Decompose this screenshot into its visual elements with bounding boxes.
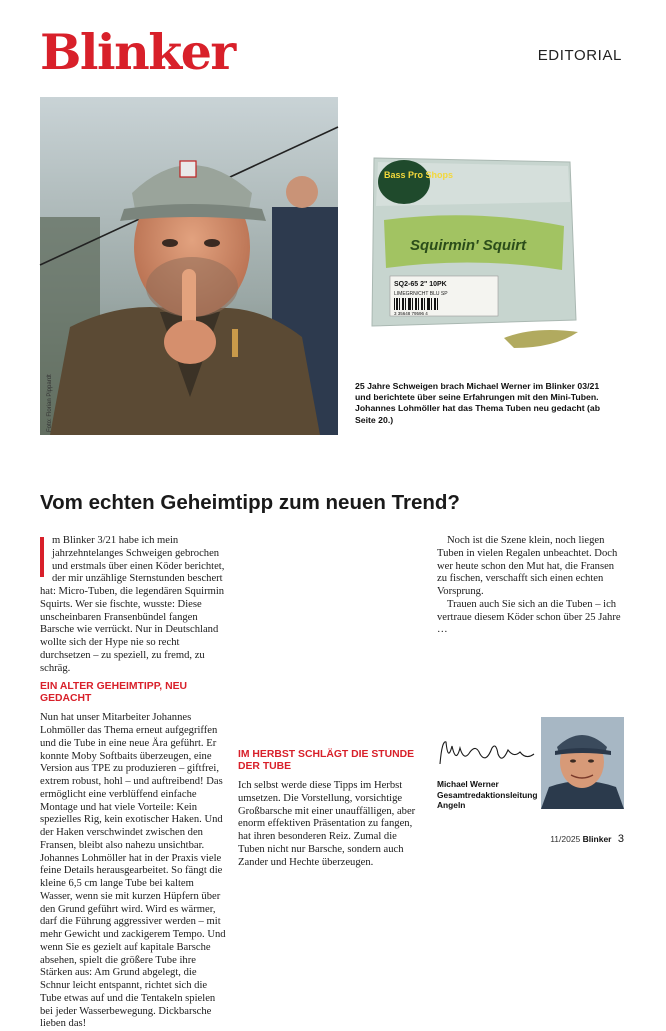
- author-signature: [436, 734, 544, 774]
- article-column-2: [238, 535, 423, 869]
- product-brand: Bass Pro Shops: [384, 170, 454, 180]
- issue-number: 11/2025: [550, 834, 581, 844]
- photo-credit: Foto: Florian Pippardt: [47, 374, 53, 432]
- magazine-logo: Blinker: [40, 23, 235, 81]
- author-block: [437, 779, 545, 811]
- body-paragraph-4: Noch ist die Szene klein, noch liegen Tuben in vielen Regalen unbeachtet. Doch wer heute schon den Mut hat, die Fransen zu fischen, verschafft sich einen echten Vorsprung.: [437, 535, 618, 597]
- article-headline: Vom echten Geheimtipp zum neuen Trend?: [40, 491, 460, 514]
- body-paragraph-2: Nun hat unser Mitarbeiter Johannes Lohmöller das Thema erneut aufgegriffen und die Tube in eine neue Ära geführt. Er konnte Moby Softbaits überzeugen, eine Version aus TPE zu produzieren – giftfrei, extrem robust, hohl – und auftreibend! Das ermöglicht eine verblüffend einfache Montage und hat viele Vorteile: Kein spezielles Rig, kein exotischer Haken. Und der Haken verschwindet zwischen den Fransen, bleibt also nahezu unsichtbar. Johannes Lohmöller hat in der Praxis viele feine Details herausgearbeitet. So fängt die kleine 6,5 cm lange Tube bei kaltem Wasser, wenn sie mit kurzen Hüpfern über den Grund geführt wird. Wird es wärmer, darf die Führung aggressiver werden – mit mehr Gewicht und zackigerem Tempo. Und wenn Sie es gezielt auf kapitale Barsche absehen, spielt die größere Tube ihre Stärken aus: Am Grund abgelegt, die Schnur leicht entspannt, richtet sich die Tube etwas auf und die Tentakeln spielen bei jeder Wasserbewegung. Dickbarsche lieben das!: [40, 712, 226, 1030]
- photo-caption: 25 Jahre Schweigen brach Michael Werner im Blinker 03/21 und berichtete über seine Erfahrungen mit den Mini-Tuben. Johannes Lohmöller hat das Thema Tuben neu gedacht (ab Seite 20.): [355, 381, 601, 425]
- product-barcode: 3 35648 79596 4: [394, 311, 428, 316]
- product-name: Squirmin' Squirt: [410, 237, 527, 254]
- body-paragraph-5: Trauen auch Sie sich an die Tuben – ich vertraue diesem Köder schon über 25 Jahre …: [437, 598, 621, 636]
- page-footer: [550, 833, 624, 845]
- author-portrait: [541, 717, 624, 809]
- author-role: Gesamtredaktionsleitung Angeln: [437, 789, 538, 810]
- page-number: 3: [617, 833, 624, 845]
- article-column-3: [437, 535, 623, 637]
- intro-paragraph: m Blinker 3/21 habe ich mein jahrzehntelanges Schweigen gebrochen und erstmals über einen Köder berichtet, der mir unzählige Sternstunden beschert hat: Micro-Tuben, die legendären Squirmin Squirts. Wer sie fischte, wusste: Diese unscheinbaren Fransenbündel fangen Barsche wie verrückt. Nur in Deutschland wollte sich der Hype nie so recht durchsetzen – zu speziell, zu fremd, zu schräg.: [40, 535, 225, 674]
- author-name: Michael Werner: [437, 779, 499, 789]
- product-sku: SQ2-65 2" 10PK: [394, 281, 447, 288]
- dropcap-bar: [40, 537, 44, 577]
- body-paragraph-3: Ich selbst werde diese Tipps im Herbst umsetzen. Die Vorstellung, vorsichtige Großbarsche mit einer unauffälligen, aber enorm effektiven Präsentation zu fangen, hat ihren besonderen Reiz. Zumal die Tuben nicht nur Barsche, sondern auch Zander und Hechte überzeugen.: [238, 780, 416, 868]
- section-label: EDITORIAL: [537, 47, 622, 64]
- article-column-1: [40, 535, 226, 1031]
- footer-brand: Blinker: [582, 834, 612, 844]
- hero-photo: [40, 97, 338, 435]
- subhead-2: IM HERBST SCHLÄGT DIE STUNDE DER TUBE: [238, 749, 415, 772]
- product-photo: [364, 150, 578, 365]
- subhead-1: EIN ALTER GEHEIMTIPP, NEU GEDACHT: [40, 681, 188, 705]
- product-color: LIMEGRN/CHT BLU SP: [394, 291, 448, 297]
